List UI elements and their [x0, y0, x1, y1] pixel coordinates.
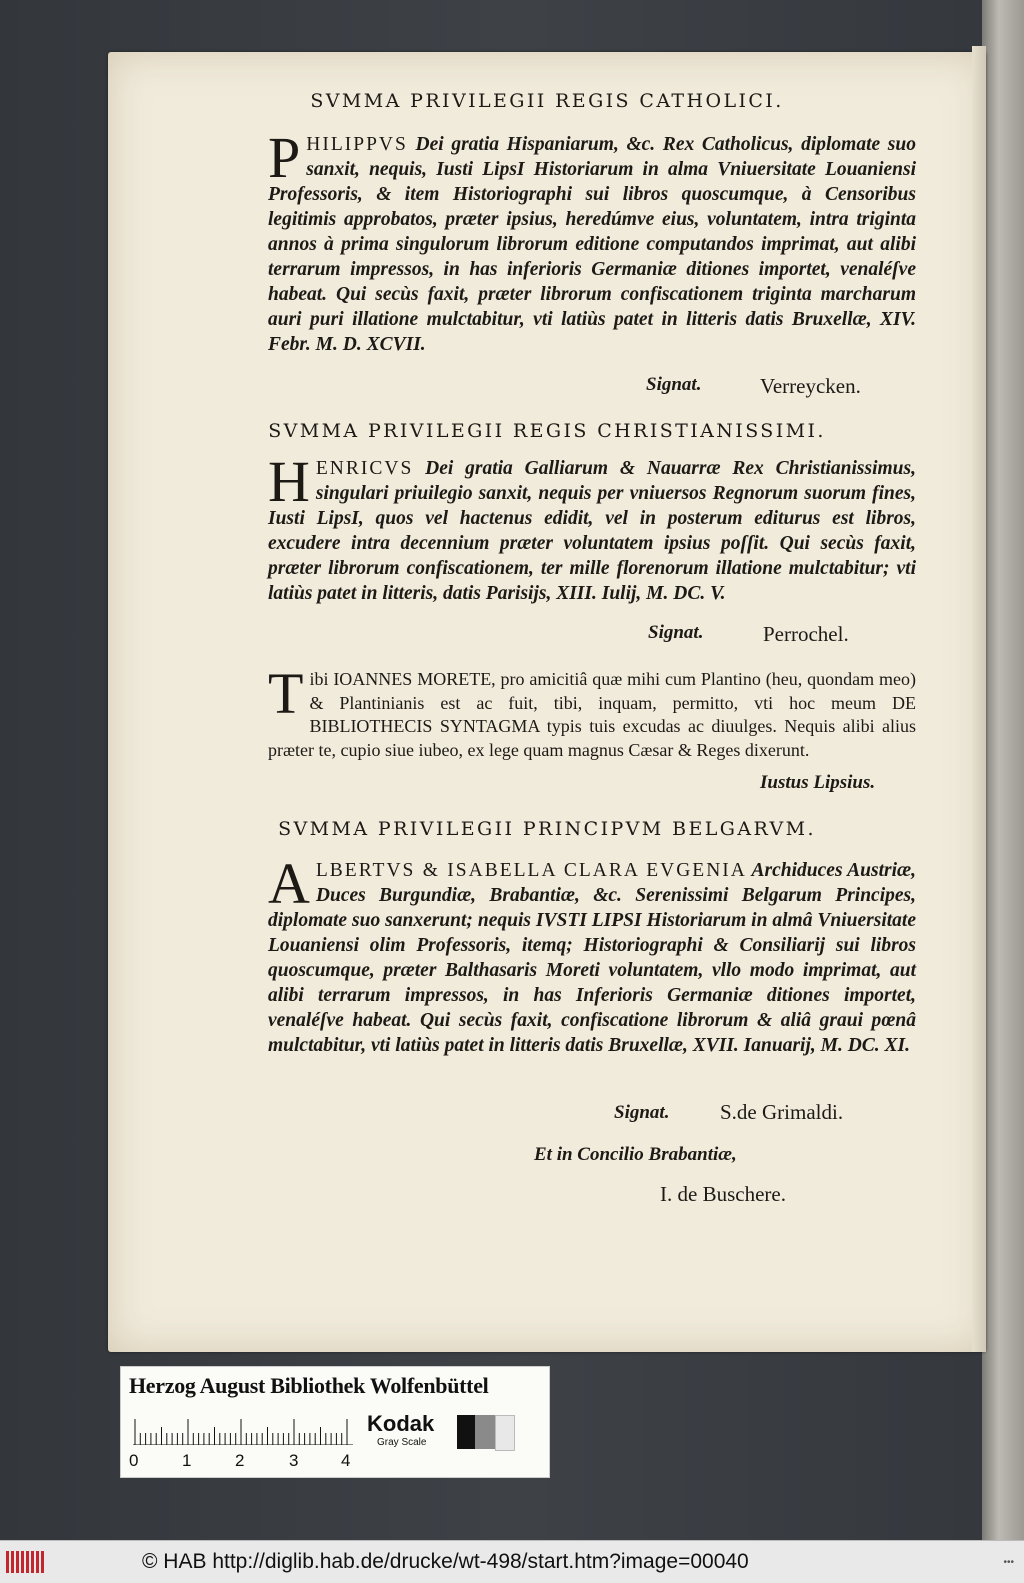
- text-philippus: Dei gratia Hispaniarum, &c. Rex Catholicus, diplomate suo sanxit, nequis, Iusti LipsI Historiarum in alma Vniuersitate Louaniensi Professoris, & item Historiographi sui libros quoscumque, à Censoribus legitimis approbatos, præter ipsius, heredúmve eius, voluntatem, intra triginta annos à prima singulorum librorum editione computandos imprimat, aut alibi terrarum impressos, in has inferioris Germaniæ ditiones importet, venaléſve habeat. Qui secùs faxit, præter librorum confiscationem triginta marcharum auri puri illatione mulctabitur, vti latiùs patet in litteris datis Bruxellæ, XIV. Febr. M. D. XCVII.: [268, 134, 916, 355]
- signature-lipsius: Iustus Lipsius.: [760, 772, 876, 793]
- calibration-title: Herzog August Bibliothek Wolfenbüttel: [129, 1373, 489, 1398]
- signature-verreycken: Verreycken.: [760, 374, 861, 398]
- footer-menu-icon[interactable]: •••: [1003, 1557, 1014, 1568]
- heading-christianissimi: SVMMA PRIVILEGII REGIS CHRISTIANISSIMI.: [268, 420, 826, 442]
- ruler-icon: [133, 1415, 353, 1445]
- calibration-card: [120, 1366, 550, 1478]
- paragraph-henricus: [268, 449, 916, 606]
- ruler-number-3: 3: [289, 1451, 299, 1470]
- lead-henricus: ENRICVS: [315, 458, 414, 479]
- footer-copyright-link[interactable]: © HAB http://diglib.hab.de/drucke/wt-498/start.htm?image=00040: [142, 1550, 749, 1573]
- kodak-subtitle: Gray Scale: [377, 1437, 427, 1448]
- paragraph-tibi: [268, 661, 916, 762]
- ruler-number-2: 2: [235, 1451, 245, 1470]
- gray-patch-black: [457, 1415, 475, 1449]
- signature-grimaldi: S.de Grimaldi.: [720, 1100, 844, 1124]
- signature-buschere: I. de Buschere.: [660, 1182, 786, 1206]
- heading-catholic: SVMMA PRIVILEGII REGIS CATHOLICI.: [310, 90, 784, 112]
- lead-philippus: HILIPPVS: [306, 134, 408, 155]
- dropcap-p: P: [268, 125, 301, 190]
- signature-perrochel: Perrochel.: [763, 622, 849, 646]
- dropcap-t: T: [268, 661, 304, 726]
- heading-belgarum: SVMMA PRIVILEGII PRINCIPVM BELGARVM.: [278, 818, 816, 840]
- concilio-label: Et in Concilio Brabantiæ,: [534, 1144, 737, 1165]
- dropcap-a: A: [268, 851, 310, 916]
- hab-logo-icon: [6, 1549, 48, 1575]
- ruler-number-1: 1: [182, 1451, 192, 1470]
- adjacent-page-edge: [982, 0, 1024, 1540]
- text-henricus: Dei gratia Galliarum & Nauarræ Rex Christianissimus, singulari priuilegio sanxit, nequis per vniuersos Regnorum suorum fines, Iusti LipsI, quos vel hactenus edidit, vel in posterum editurus est libros, excudere intra decennium præter voluntatem ipsius poſſit. Qui secùs faxit, præter librorum confiscationem, ter mille florenorum illatione mulctabitur; vti latiùs patet in litteris, datis Parisijs, XIII. Iulij, M. DC. V.: [268, 458, 916, 604]
- text-albertus: Archiduces Austriæ, Duces Burgundiæ, Brabantiæ, &c. Serenissimi Belgarum Principes, diplomate suo sanxerunt; nequis IVSTI LIPSI Historiarum in almâ Vniuersitate Louaniensi olim Professoris, itemq; Historiographi & Consiliarij sui libros quoscumque, præter Balthasaris Moreti voluntatem, vllo modo imprimat, aut alibi terrarum impressos, in has Inferioris Germaniæ ditiones importet, venaléſve habeat. Qui secùs faxit, confiscatione librorum & aliâ graui pœnâ mulctabitur, vti latiùs patet in litteris datis Bruxellæ, XVII. Ianuarij, M. DC. XI.: [268, 860, 916, 1056]
- signat-label-4: Signat.: [614, 1102, 670, 1123]
- paragraph-albertus: [268, 851, 916, 1058]
- ruler-number-4: 4: [341, 1451, 351, 1470]
- dropcap-h: H: [268, 449, 310, 514]
- page-edge-shadow: [972, 46, 986, 1352]
- gray-patch-light: [495, 1415, 515, 1451]
- kodak-brand: Kodak: [367, 1411, 435, 1436]
- lead-albertus: LBERTVS & ISABELLA CLARA EVGENIA: [315, 860, 747, 881]
- signat-label-1: Signat.: [646, 374, 702, 395]
- signat-label-2: Signat.: [648, 622, 704, 643]
- paragraph-philippus: [268, 125, 916, 357]
- gray-patch-mid: [475, 1415, 495, 1449]
- footer-bar: [0, 1540, 1024, 1583]
- text-tibi: ibi IOANNES MORETE, pro amicitiâ quæ mihi cum Plantino (heu, quondam meo) & Plantinianis est ac fuit, tibi, inquam, permitto, vti hoc meum DE BIBLIOTHECIS SYNTAGMA typis tuis excudas ac diuulges. Nequis alibi alius præter te, cupio siue iubeo, ex lege quam magnus Cæsar & Reges dixerunt.: [268, 669, 916, 760]
- book-page: [108, 52, 986, 1352]
- ruler-number-0: 0: [129, 1451, 139, 1470]
